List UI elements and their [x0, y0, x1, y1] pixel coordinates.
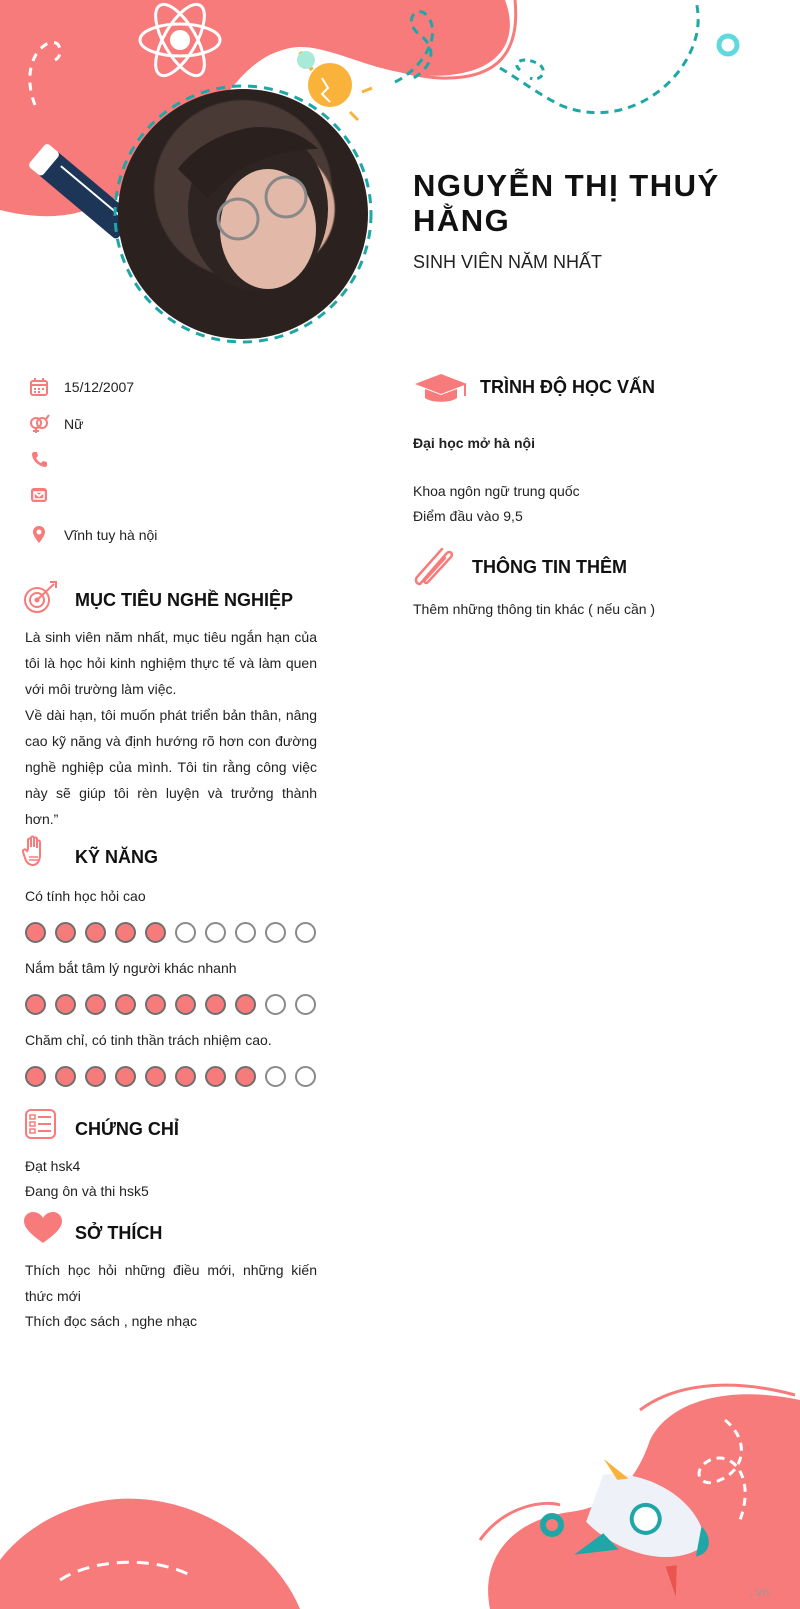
rating-dot-filled [55, 922, 76, 943]
certificates-heading: CHỨNG CHỈ [75, 1119, 179, 1139]
calendar-icon [28, 376, 50, 398]
avatar-placeholder-art [118, 89, 368, 339]
rating-dot-empty [265, 922, 286, 943]
rating-dot-filled [85, 994, 106, 1015]
contact-address [28, 522, 348, 548]
avatar-photo [118, 89, 368, 339]
extra-info-heading: THÔNG TIN THÊM [472, 557, 627, 577]
checklist-icon [24, 1107, 58, 1146]
school-name: Đại học mở hà nội [413, 435, 535, 451]
avatar-frame [109, 80, 377, 348]
rating-dot-filled [205, 994, 226, 1015]
contact-gender [28, 411, 348, 437]
ring-dot [719, 36, 737, 54]
rating-dot-empty [295, 994, 316, 1015]
rating-dot-filled [145, 922, 166, 943]
rating-dot-filled [175, 1066, 196, 1087]
rating-dot-filled [85, 922, 106, 943]
rating-dot-filled [235, 1066, 256, 1087]
full-name: NGUYỄN THỊ THUÝ HẰNG [413, 168, 720, 238]
contact-email [28, 482, 348, 508]
rating-dot-filled [145, 1066, 166, 1087]
rating-dot-filled [85, 1066, 106, 1087]
education-detail: Khoa ngôn ngữ trung quốc [413, 483, 580, 499]
extra-info-text: Thêm những thông tin khác ( nếu cần ) [413, 601, 656, 617]
birthday-text: 15/12/2007 [64, 379, 135, 395]
paperclip-icon [414, 548, 456, 593]
certificate-line: Đang ôn và thi hsk5 [25, 1183, 149, 1199]
rating-dot-empty [265, 994, 286, 1015]
rating-dot-filled [25, 922, 46, 943]
rating-dot-empty [235, 922, 256, 943]
location-pin-icon [28, 524, 50, 546]
skill-label: Nắm bắt tâm lý người khác nhanh [25, 960, 237, 976]
certificate-line: Đạt hsk4 [25, 1158, 81, 1174]
skill-rating [25, 922, 316, 943]
skill-label: Có tính học hỏi cao [25, 888, 146, 904]
rating-dot-filled [235, 994, 256, 1015]
rating-dot-filled [25, 1066, 46, 1087]
address-text: Vĩnh tuy hà nội [64, 527, 158, 543]
rating-dot-empty [175, 922, 196, 943]
rating-dot-filled [115, 994, 136, 1015]
hobby-line: Thích học hỏi những điều mới, những kiến thức mới [25, 1262, 317, 1304]
rating-dot-filled [55, 994, 76, 1015]
phone-icon [28, 448, 50, 470]
education-detail: Điểm đầu vào 9,5 [413, 508, 523, 524]
career-goal-text: Là sinh viên năm nhất, mục tiêu ngắn hạn của tôi là học hỏi kinh nghiệm thực tế và làm quen với môi trường làm việc. Về dài hạn, tôi muốn phát triển bản thân, nâng cao kỹ năng và định hướng rõ hơn con đường nghề nghiệp của mình. Tôi tin rằng công việc này sẽ giúp tôi rèn luyện và trưởng thành hơn.” [25, 629, 317, 827]
hobbies-heading: SỞ THÍCH [75, 1223, 163, 1243]
job-title: SINH VIÊN NĂM NHẤT [413, 252, 603, 272]
rating-dot-filled [115, 922, 136, 943]
target-icon [22, 580, 58, 621]
graduation-cap-icon [413, 372, 469, 411]
mail-icon [28, 484, 50, 506]
rating-dot-empty [295, 922, 316, 943]
dashed-loop [517, 60, 544, 79]
rating-dot-empty [265, 1066, 286, 1087]
gender-icon [28, 413, 50, 435]
skill-rating [25, 1066, 316, 1087]
skill-rating [25, 994, 316, 1015]
heart-icon [24, 1212, 62, 1249]
skill-label: Chăm chỉ, có tinh thần trách nhiệm cao. [25, 1032, 272, 1048]
gender-text: Nữ [64, 416, 84, 432]
bottom-left-blob [0, 1499, 300, 1609]
contact-birthday [28, 374, 348, 400]
education-heading: TRÌNH ĐỘ HỌC VẤN [480, 377, 655, 397]
watermark-text: .vn [748, 1586, 770, 1600]
hobby-line: Thích đọc sách , nghe nhạc [25, 1313, 197, 1329]
hand-icon [22, 835, 48, 874]
rating-dot-empty [205, 922, 226, 943]
contact-phone [28, 446, 348, 472]
rating-dot-filled [25, 994, 46, 1015]
skills-heading: KỸ NĂNG [75, 847, 159, 867]
rating-dot-empty [295, 1066, 316, 1087]
rating-dot-filled [145, 994, 166, 1015]
rating-dot-filled [55, 1066, 76, 1087]
rating-dot-filled [115, 1066, 136, 1087]
rating-dot-filled [175, 994, 196, 1015]
rating-dot-filled [205, 1066, 226, 1087]
career-goal-heading: MỤC TIÊU NGHỀ NGHIỆP [75, 590, 294, 610]
